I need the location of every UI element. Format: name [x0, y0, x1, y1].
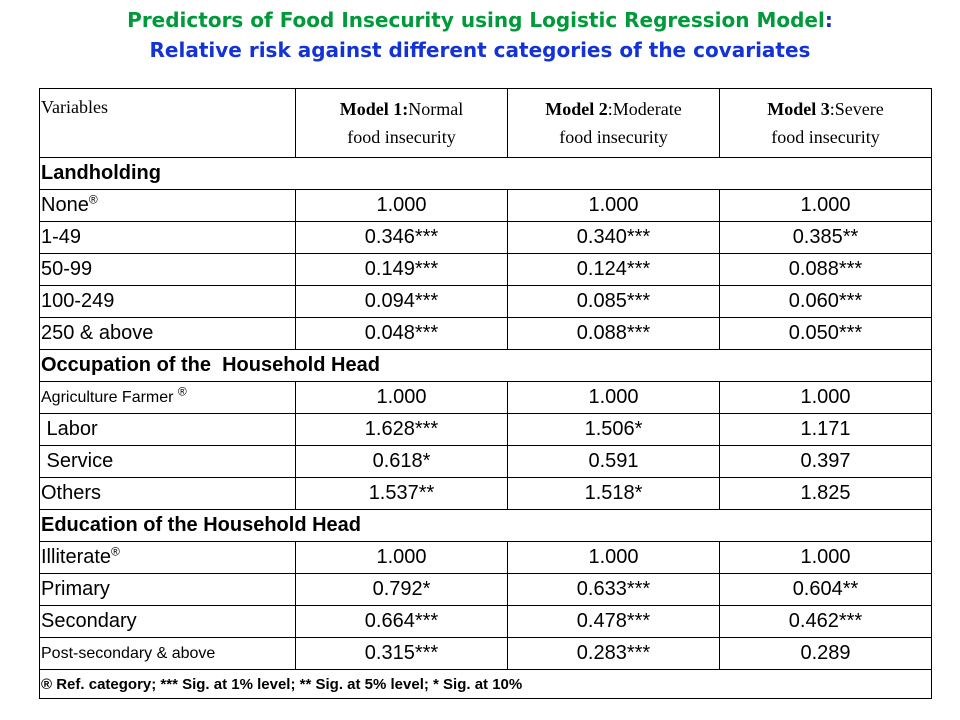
row-label: Illiterate®	[40, 542, 296, 574]
model-2-value: 1.000	[508, 190, 720, 222]
model-3-value: 0.385**	[720, 222, 932, 254]
model-1-value: 1.000	[296, 382, 508, 414]
row-label: 1-49	[40, 222, 296, 254]
table-row	[40, 574, 932, 606]
title-colon: :	[824, 8, 833, 32]
table-row	[40, 254, 932, 286]
row-label: Primary	[40, 574, 296, 606]
model-2-value: 1.518*	[508, 478, 720, 510]
row-label: Service	[40, 446, 296, 478]
model-1-value: 0.094***	[296, 286, 508, 318]
model-3-value: 1.000	[720, 542, 932, 574]
model-3-value: 1.825	[720, 478, 932, 510]
model-3-value: 0.604**	[720, 574, 932, 606]
section-header-row	[40, 158, 932, 190]
model-1-value: 1.628***	[296, 414, 508, 446]
model-1-value: 1.000	[296, 190, 508, 222]
model-3-value: 0.088***	[720, 254, 932, 286]
model-3-value: 1.000	[720, 382, 932, 414]
model-1-value: 0.346***	[296, 222, 508, 254]
table-row	[40, 478, 932, 510]
model-2-value: 0.085***	[508, 286, 720, 318]
title-line-2: Relative risk against different categories of the covariates	[149, 38, 811, 62]
row-label: Post-secondary & above	[40, 638, 296, 670]
model-3-value: 0.462***	[720, 606, 932, 638]
model-1-value: 0.048***	[296, 318, 508, 350]
table-row	[40, 606, 932, 638]
table-row	[40, 382, 932, 414]
model-1-value: 0.618*	[296, 446, 508, 478]
table-row	[40, 286, 932, 318]
header-variables: Variables	[40, 89, 296, 158]
section-title: Occupation of the Household Head	[40, 350, 932, 382]
model-1-value: 0.664***	[296, 606, 508, 638]
reference-mark: ®	[177, 384, 187, 399]
model-2-value: 0.283***	[508, 638, 720, 670]
header-model-2: Model 2:Moderate food insecurity	[508, 89, 720, 158]
table-row	[40, 542, 932, 574]
model-1-value: 1.000	[296, 542, 508, 574]
model-2-value: 0.591	[508, 446, 720, 478]
row-label: 250 & above	[40, 318, 296, 350]
table-row	[40, 446, 932, 478]
model-3-value: 0.289	[720, 638, 932, 670]
model-2-value: 1.000	[508, 542, 720, 574]
row-label: None®	[40, 190, 296, 222]
row-label: Agriculture Farmer ®	[40, 382, 296, 414]
model-1-value: 0.315***	[296, 638, 508, 670]
model-2-value: 0.124***	[508, 254, 720, 286]
footnote-row	[40, 670, 932, 699]
row-label: Labor	[40, 414, 296, 446]
model-3-value: 1.171	[720, 414, 932, 446]
reference-mark: ®	[111, 544, 120, 559]
title-main: Predictors of Food Insecurity using Logistic Regression Model	[127, 8, 825, 32]
header-model-3: Model 3:Severe food insecurity	[720, 89, 932, 158]
model-2-value: 0.088***	[508, 318, 720, 350]
header-row	[40, 89, 932, 158]
model-1-value: 0.149***	[296, 254, 508, 286]
model-2-value: 1.506*	[508, 414, 720, 446]
section-title: Education of the Household Head	[40, 510, 932, 542]
model-2-value: 1.000	[508, 382, 720, 414]
reference-mark: ®	[88, 192, 98, 207]
section-header-row	[40, 350, 932, 382]
table-row	[40, 414, 932, 446]
section-title: Landholding	[40, 158, 932, 190]
table-row	[40, 638, 932, 670]
row-label: Others	[40, 478, 296, 510]
regression-table	[39, 88, 932, 699]
model-2-value: 0.478***	[508, 606, 720, 638]
model-2-value: 0.633***	[508, 574, 720, 606]
section-header-row	[40, 510, 932, 542]
model-3-value: 0.397	[720, 446, 932, 478]
model-3-value: 0.050***	[720, 318, 932, 350]
table-row	[40, 222, 932, 254]
model-3-value: 0.060***	[720, 286, 932, 318]
title-line-1	[0, 8, 960, 32]
footnote: ® Ref. category; *** Sig. at 1% level; ** Sig. at 5% level; * Sig. at 10%	[40, 670, 932, 699]
model-1-value: 1.537**	[296, 478, 508, 510]
model-2-value: 0.340***	[508, 222, 720, 254]
model-1-value: 0.792*	[296, 574, 508, 606]
table-row	[40, 318, 932, 350]
row-label: Secondary	[40, 606, 296, 638]
row-label: 100-249	[40, 286, 296, 318]
model-3-value: 1.000	[720, 190, 932, 222]
header-model-1: Model 1:Normal food insecurity	[296, 89, 508, 158]
row-label: 50-99	[40, 254, 296, 286]
table-row	[40, 190, 932, 222]
